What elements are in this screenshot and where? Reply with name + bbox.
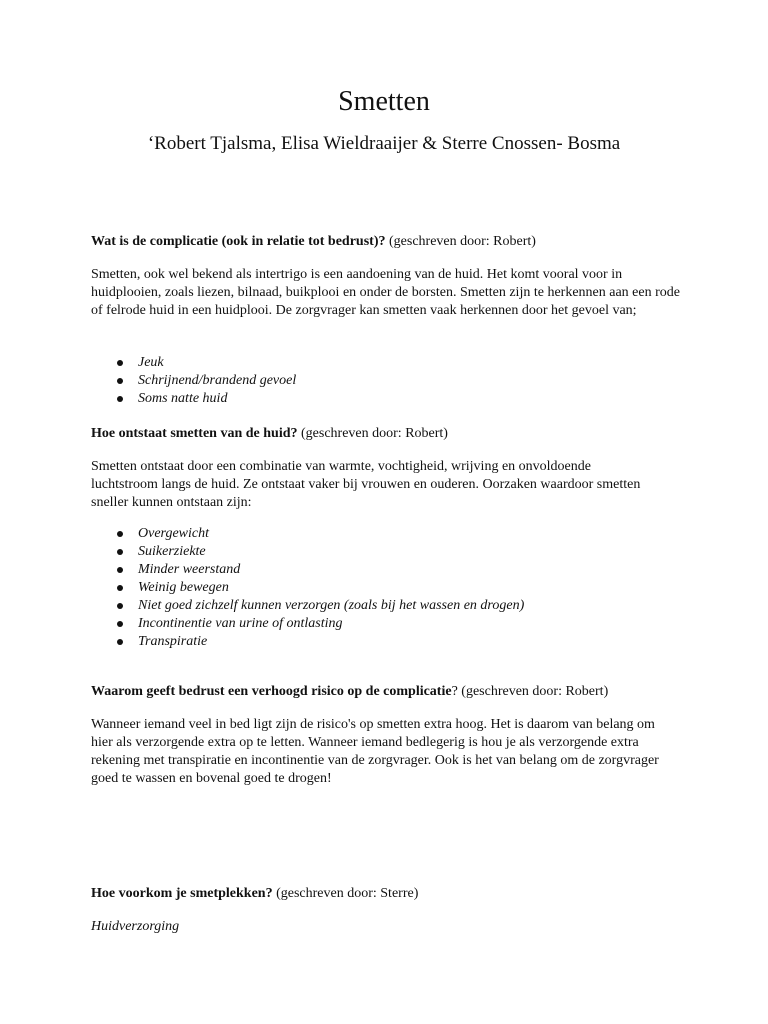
bullet-dot-icon xyxy=(117,603,123,609)
section-3-paragraph: Wanneer iemand veel in bed ligt zijn de risico's op smetten extra hoog. Het is daarom van belang om hier als verzorgende extra op te letten. Wanneer iemand bedlegerig is hou je als verzorgende extra rekening met transpiratie en incontinentie van de zorgvrager. Ook is het van belang om de zorgvrager goed te wassen en bovenal goed te drogen! xyxy=(91,717,659,786)
document-title: Smetten xyxy=(338,86,430,117)
bullet-dot-icon xyxy=(117,567,123,573)
section-1-bullet-list xyxy=(91,354,296,408)
list-item: Overgewicht xyxy=(91,525,524,543)
section-2-question: Hoe ontstaat smetten van de huid? xyxy=(91,426,298,441)
section-1-paragraph: Smetten, ook wel bekend als intertrigo is een aandoening van de huid. Het komt vooral voor in huidplooien, zoals liezen, bilnaad, buikplooi en onder de borsten. Smetten zijn te herkennen aan een rode of felrode huid in een huidplooi. De zorgvrager kan smetten vaak herkennen door het gevoel van; xyxy=(91,267,680,318)
section-2-heading xyxy=(91,425,691,443)
list-item: Soms natte huid xyxy=(91,390,296,408)
section-2-bullet-list xyxy=(91,525,524,651)
section-3-question: Waarom geeft bedrust een verhoogd risico op de complicatie xyxy=(91,684,452,699)
list-item: Transpiratie xyxy=(91,633,524,651)
list-item: Incontinentie van urine of ontlasting xyxy=(91,615,524,633)
section-1-question: Wat is de complicatie (ook in relatie tot bedrust)? xyxy=(91,234,386,249)
bullet-dot-icon xyxy=(117,621,123,627)
section-2-paragraph: Smetten ontstaat door een combinatie van warmte, vochtigheid, wrijving en onvoldoende luchtstroom langs de huid. Ze ontstaat vaker bij vrouwen en ouderen. Oorzaken waardoor smetten sneller kunnen ontstaan zijn: xyxy=(91,459,641,510)
bullet-dot-icon xyxy=(117,360,123,366)
bullet-dot-icon xyxy=(117,585,123,591)
document-authors: ‘Robert Tjalsma, Elisa Wieldraaijer & Sterre Cnossen- Bosma xyxy=(147,133,621,154)
bullet-dot-icon xyxy=(117,639,123,645)
bullet-dot-icon xyxy=(117,378,123,384)
list-item: Minder weerstand xyxy=(91,561,524,579)
section-3-byline: ? (geschreven door: Robert) xyxy=(451,684,609,699)
list-item: Niet goed zichzelf kunnen verzorgen (zoals bij het wassen en drogen) xyxy=(91,597,524,615)
bullet-dot-icon xyxy=(117,549,123,555)
section-4-byline: (geschreven door: Sterre) xyxy=(272,886,419,901)
section-4-subheading: Huidverzorging xyxy=(91,919,180,934)
section-3-heading xyxy=(91,683,691,701)
section-2-byline: (geschreven door: Robert) xyxy=(297,426,448,441)
section-1-heading xyxy=(91,233,691,251)
list-item: Schrijnend/brandend gevoel xyxy=(91,372,296,390)
section-4-question: Hoe voorkom je smetplekken? xyxy=(91,886,273,901)
section-1-byline: (geschreven door: Robert) xyxy=(385,234,536,249)
list-item: Jeuk xyxy=(91,354,296,372)
list-item: Weinig bewegen xyxy=(91,579,524,597)
section-4-heading xyxy=(91,885,691,903)
bullet-dot-icon xyxy=(117,396,123,402)
list-item: Suikerziekte xyxy=(91,543,524,561)
bullet-dot-icon xyxy=(117,531,123,537)
